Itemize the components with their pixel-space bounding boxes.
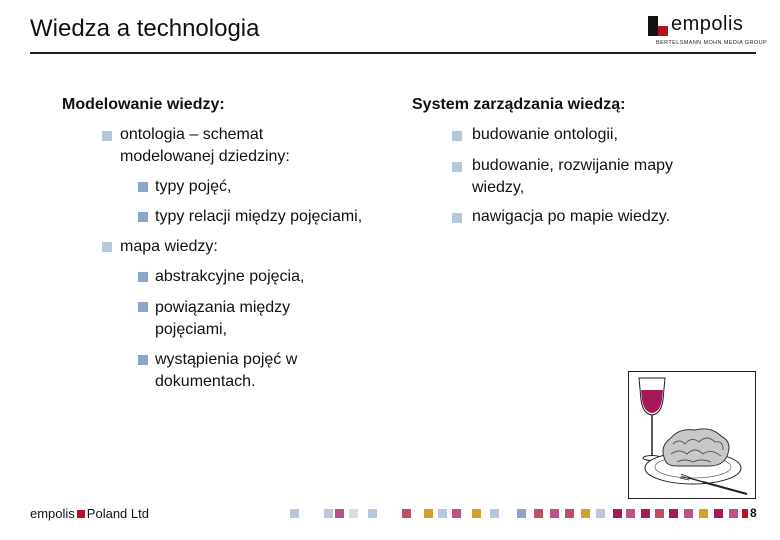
bullet-icon [452, 162, 462, 172]
brain-on-plate-picture [628, 371, 756, 499]
left-item-2: mapa wiedzy: [120, 238, 218, 255]
strip-square [613, 509, 622, 518]
strip-square [402, 509, 411, 518]
sub-bullet-icon [138, 212, 148, 222]
footer-logo [30, 506, 149, 521]
strip-square [626, 509, 635, 518]
right-item-1: budowanie ontologii, [472, 126, 618, 143]
footer-logo-mark-icon [77, 510, 85, 518]
title-rule [30, 52, 756, 54]
strip-square [335, 509, 344, 518]
bullet-icon [452, 213, 462, 223]
strip-square [452, 509, 461, 518]
left-item-1-sub-1: typy pojęć, [155, 178, 232, 195]
strip-square [534, 509, 543, 518]
slide-title: Wiedza a technologia [30, 15, 260, 42]
brain-on-plate-with-wine-icon [629, 372, 755, 498]
strip-square [684, 509, 693, 518]
footer-logo-right: Poland Ltd [86, 506, 149, 521]
bullet-icon [102, 242, 112, 252]
strip-square [472, 509, 481, 518]
left-item-2-sub-2: powiązania między pojęciami, [155, 299, 291, 338]
left-item-1: ontologia – schemat modelowanej dziedziny: [120, 126, 290, 165]
sub-bullet-icon [138, 355, 148, 365]
footer-logo-left: empolis [30, 506, 75, 521]
strip-square [517, 509, 526, 518]
strip-square [438, 509, 447, 518]
sub-bullet-icon [138, 182, 148, 192]
right-heading: System zarządzania wiedzą: [412, 96, 626, 113]
strip-square [742, 509, 748, 518]
strip-square [655, 509, 664, 518]
left-item-1-sub-2: typy relacji między pojęciami, [155, 208, 363, 225]
logo-word: empolis [671, 13, 744, 35]
strip-square [699, 509, 708, 518]
right-item-3: nawigacja po mapie wiedzy. [472, 208, 671, 225]
strip-square [490, 509, 499, 518]
bullet-icon [102, 131, 112, 141]
strip-square [641, 509, 650, 518]
strip-square [714, 509, 723, 518]
sub-bullet-icon [138, 272, 148, 282]
strip-square [290, 509, 299, 518]
strip-square [565, 509, 574, 518]
strip-square [596, 509, 605, 518]
right-item-2: budowanie, rozwijanie mapy wiedzy, [472, 157, 673, 196]
strip-square [324, 509, 333, 518]
strip-square [729, 509, 738, 518]
strip-square [368, 509, 377, 518]
strip-square [349, 509, 358, 518]
logo-mark-icon [648, 16, 668, 36]
strip-square [550, 509, 559, 518]
sub-bullet-icon [138, 302, 148, 312]
bullet-icon [452, 131, 462, 141]
logo-subtitle: BERTELSMANN MOHN MEDIA GROUP [656, 40, 768, 46]
strip-square [669, 509, 678, 518]
strip-square [581, 509, 590, 518]
page-number: 8 [750, 506, 757, 520]
empolis-logo [648, 13, 768, 52]
left-heading: Modelowanie wiedzy: [62, 96, 225, 113]
left-item-2-sub-3: wystąpienia pojęć w dokumentach. [155, 351, 298, 390]
strip-square [424, 509, 433, 518]
left-item-2-sub-1: abstrakcyjne pojęcia, [155, 268, 305, 285]
